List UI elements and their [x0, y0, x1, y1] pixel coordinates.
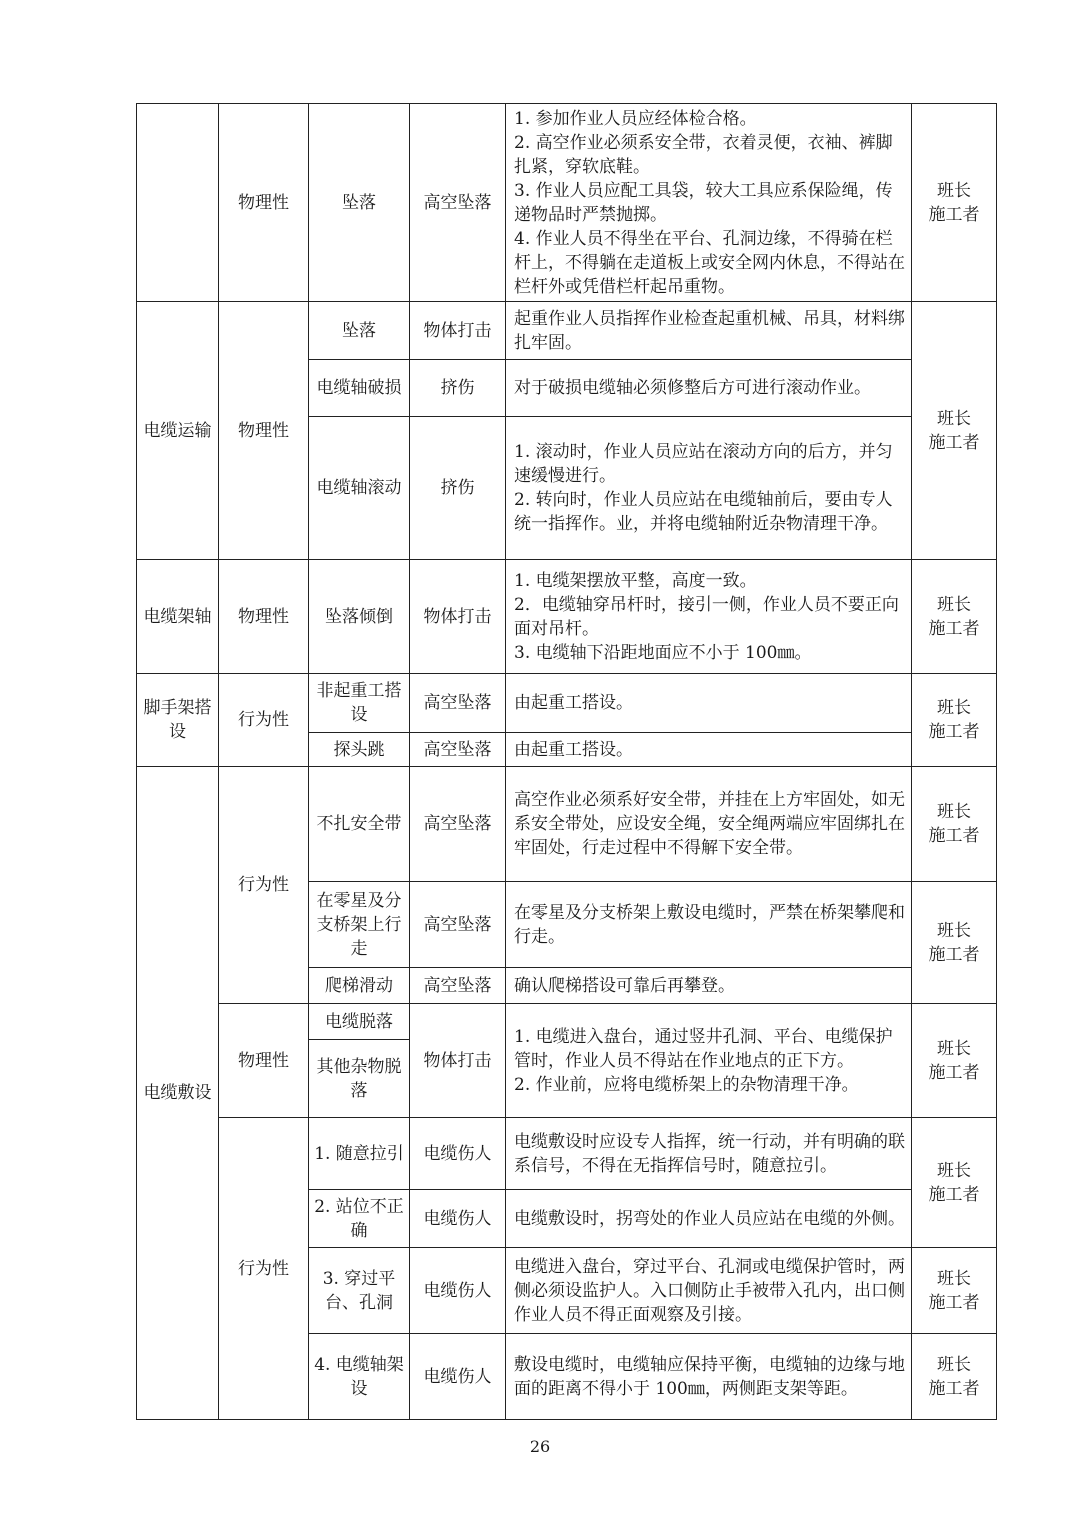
measure-line: 1. 电缆进入盘台，通过竖井孔洞、平台、电缆保护管时，作业人员不得站在作业地点的正下方。 — [514, 1026, 893, 1071]
responsible-cell — [912, 767, 997, 882]
hazard-cell: 不扎安全带 — [309, 767, 410, 882]
measures-cell — [506, 560, 912, 674]
activity-cell: 电缆架轴 — [137, 560, 219, 674]
consequence-cell: 高空坠落 — [410, 882, 506, 968]
category-cell: 物理性 — [219, 560, 309, 674]
consequence-cell: 物体打击 — [410, 302, 506, 360]
measure-line: 1. 滚动时，作业人员应站在滚动方向的后方，并匀速缓慢进行。 — [514, 442, 893, 486]
consequence-cell: 高空坠落 — [410, 674, 506, 733]
responsible-line: 班长 — [937, 1268, 971, 1289]
measure-line: 2. 高空作业必须系安全带，衣着灵便，衣袖、裤脚扎紧，穿软底鞋。 — [514, 132, 893, 177]
responsible-line: 施工者 — [928, 432, 980, 453]
measure-line: 1. 参加作业人员应经体检合格。 — [514, 108, 757, 129]
consequence-cell: 电缆伤人 — [410, 1118, 506, 1190]
hazard-cell: 探头跳 — [309, 733, 410, 767]
table-row — [137, 767, 997, 882]
measures-cell — [506, 1004, 912, 1118]
consequence-cell: 高空坠落 — [410, 104, 506, 302]
measure-line: 由起重工搭设。 — [514, 739, 633, 760]
activity-cell: 脚手架搭设 — [137, 674, 219, 767]
table-row — [137, 1004, 997, 1040]
responsible-line: 施工者 — [928, 1062, 980, 1083]
responsible-cell — [912, 1118, 997, 1248]
category-cell: 行为性 — [219, 767, 309, 1004]
responsible-cell — [912, 302, 997, 560]
responsible-cell — [912, 1334, 997, 1420]
activity-cell: 电缆运输 — [137, 302, 219, 560]
consequence-cell: 物体打击 — [410, 1004, 506, 1118]
responsible-line: 班长 — [937, 180, 971, 201]
consequence-cell: 电缆伤人 — [410, 1190, 506, 1248]
responsible-cell — [912, 882, 997, 1004]
measure-line: 起重作业人员指挥作业检查起重机械、吊具，材料绑扎牢固。 — [514, 308, 905, 353]
responsible-cell — [912, 1004, 997, 1118]
hazard-cell: 3. 穿过平台、孔洞 — [309, 1248, 410, 1334]
hazard-cell: 电缆脱落 — [309, 1004, 410, 1040]
hazard-cell: 非起重工搭设 — [309, 674, 410, 733]
responsible-cell — [912, 674, 997, 767]
consequence-cell: 物体打击 — [410, 560, 506, 674]
consequence-cell: 电缆伤人 — [410, 1334, 506, 1420]
hazard-cell: 电缆轴破损 — [309, 360, 410, 417]
hazard-cell: 爬梯滑动 — [309, 968, 410, 1004]
measure-line: 敷设电缆时，电缆轴应保持平衡，电缆轴的边缘与地面的距离不得小于 100㎜，两侧距支架等距。 — [514, 1354, 905, 1399]
measures-cell — [506, 674, 912, 733]
responsible-line: 班长 — [937, 1160, 971, 1181]
activity-cell — [137, 104, 219, 302]
measure-line: 1. 电缆架摆放平整，高度一致。 — [514, 570, 757, 591]
table-row — [137, 104, 997, 302]
hazard-cell: 1. 随意拉引 — [309, 1118, 410, 1190]
consequence-cell: 高空坠落 — [410, 733, 506, 767]
measures-cell — [506, 360, 912, 417]
risk-measures-table — [136, 103, 997, 1420]
table-row — [137, 1118, 997, 1190]
measures-cell — [506, 302, 912, 360]
responsible-line: 施工者 — [928, 944, 980, 965]
measures-cell — [506, 104, 912, 302]
measures-cell — [506, 733, 912, 767]
measures-cell — [506, 882, 912, 968]
measure-line: 电缆敷设时应设专人指挥，统一行动，并有明确的联系信号，不得在无指挥信号时，随意拉引。 — [514, 1131, 905, 1176]
measures-cell — [506, 968, 912, 1004]
responsible-line: 班长 — [937, 920, 971, 941]
measures-cell — [506, 767, 912, 882]
consequence-cell: 高空坠落 — [410, 767, 506, 882]
category-cell: 物理性 — [219, 1004, 309, 1118]
hazard-cell: 坠落 — [309, 104, 410, 302]
measure-line: 对于破损电缆轴必须修整后方可进行滚动作业。 — [514, 378, 871, 398]
hazard-cell: 在零星及分支桥架上行走 — [309, 882, 410, 968]
hazard-cell: 4. 电缆轴架设 — [309, 1334, 410, 1420]
responsible-line: 班长 — [937, 698, 971, 718]
measure-line: 3. 作业人员应配工具袋，较大工具应系保险绳，传递物品时严禁抛掷。 — [514, 180, 893, 225]
measure-line: 2. 转向时，作业人员应站在电缆轴前后，要由专人统一指挥作。业，并将电缆轴附近杂物清理干净。 — [514, 490, 893, 534]
hazard-cell: 2. 站位不正确 — [309, 1190, 410, 1248]
page-number: 26 — [529, 1437, 551, 1456]
consequence-cell: 挤伤 — [410, 417, 506, 560]
category-cell: 行为性 — [219, 1118, 309, 1420]
consequence-cell: 高空坠落 — [410, 968, 506, 1004]
measures-cell — [506, 417, 912, 560]
measures-cell — [506, 1334, 912, 1420]
measure-line: 2．电缆轴穿吊杆时，接引一侧，作业人员不要正向面对吊杆。 — [514, 594, 899, 639]
measure-line: 确认爬梯搭设可靠后再攀登。 — [514, 975, 735, 996]
activity-cell: 电缆敷设 — [137, 767, 219, 1420]
responsible-line: 班长 — [937, 802, 971, 822]
measures-cell — [506, 1118, 912, 1190]
table-row — [137, 560, 997, 674]
category-cell: 行为性 — [219, 674, 309, 767]
responsible-line: 施工者 — [928, 1292, 980, 1313]
responsible-line: 施工者 — [928, 722, 980, 742]
responsible-line: 施工者 — [928, 618, 980, 639]
responsible-cell — [912, 104, 997, 302]
hazard-cell: 坠落倾倒 — [309, 560, 410, 674]
measure-line: 在零星及分支桥架上敷设电缆时，严禁在桥架攀爬和行走。 — [514, 902, 905, 947]
measure-line: 高空作业必须系好安全带，并挂在上方牢固处，如无系安全带处，应设安全绳，安全绳两端应牢固绑扎在牢固处，行走过程中不得解下安全带。 — [514, 790, 905, 858]
table-row — [137, 674, 997, 733]
consequence-cell: 挤伤 — [410, 360, 506, 417]
responsible-line: 班长 — [937, 1038, 971, 1059]
measure-line: 2. 作业前，应将电缆桥架上的杂物清理干净。 — [514, 1074, 859, 1095]
responsible-line: 班长 — [937, 594, 971, 615]
responsible-cell — [912, 560, 997, 674]
measure-line: 电缆敷设时，拐弯处的作业人员应站在电缆的外侧。 — [514, 1208, 905, 1229]
measure-line: 电缆进入盘台，穿过平台、孔洞或电缆保护管时，两侧必须设监护人。入口侧防止手被带入孔内，出口侧作业人员不得正面观察及引接。 — [514, 1256, 905, 1325]
table-row — [137, 302, 997, 360]
measures-cell — [506, 1190, 912, 1248]
responsible-line: 班长 — [937, 408, 971, 429]
measure-line: 3. 电缆轴下沿距地面应不小于 100㎜。 — [514, 642, 812, 663]
hazard-cell: 坠落 — [309, 302, 410, 360]
category-cell: 物理性 — [219, 104, 309, 302]
consequence-cell: 电缆伤人 — [410, 1248, 506, 1334]
responsible-line: 施工者 — [928, 204, 980, 225]
measure-line: 4. 作业人员不得坐在平台、孔洞边缘，不得骑在栏杆上，不得躺在走道板上或安全网内休息，不得站在栏杆外或凭借栏杆起吊重物。 — [514, 228, 905, 297]
responsible-line: 施工者 — [928, 1184, 980, 1205]
hazard-cell: 其他杂物脱落 — [309, 1040, 410, 1118]
measures-cell — [506, 1248, 912, 1334]
responsible-line: 施工者 — [928, 1378, 980, 1399]
category-cell: 物理性 — [219, 302, 309, 560]
responsible-cell — [912, 1248, 997, 1334]
measure-line: 由起重工搭设。 — [514, 693, 633, 713]
responsible-line: 班长 — [937, 1354, 971, 1375]
hazard-cell: 电缆轴滚动 — [309, 417, 410, 560]
responsible-line: 施工者 — [928, 826, 980, 846]
